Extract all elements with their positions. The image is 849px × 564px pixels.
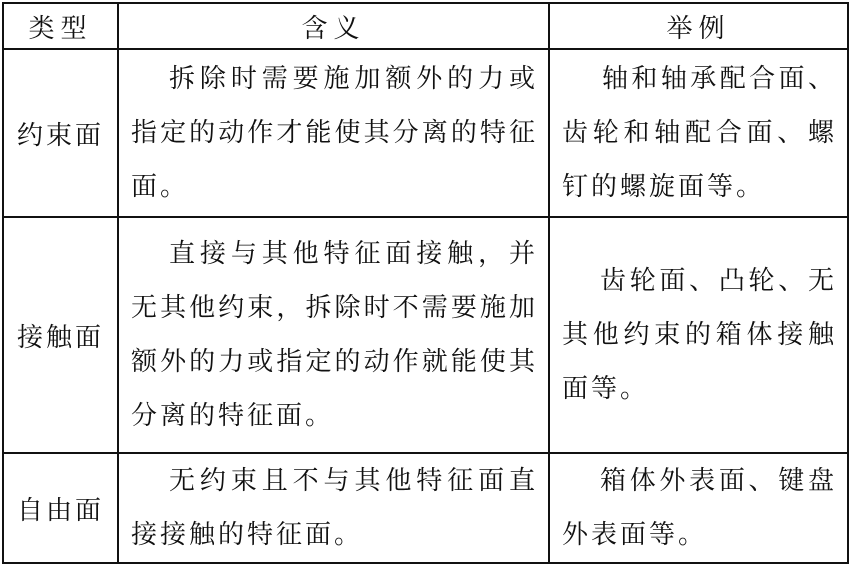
table-row [3, 217, 848, 453]
header-example: 举例 [549, 3, 848, 49]
example-text: 齿轮面、凸轮、无其他约束的箱体接触面等。 [562, 266, 837, 404]
table-row [3, 49, 848, 217]
example-text: 箱体外表面、键盘外表面等。 [562, 466, 837, 550]
feature-surface-table [2, 2, 849, 564]
table-row [3, 453, 848, 563]
meaning-text: 拆除时需要施加额外的力或指定的动作才能使其分离的特征面。 [131, 64, 538, 202]
header-meaning: 含义 [118, 3, 549, 49]
table-header-row [3, 3, 848, 49]
cell-example [549, 453, 848, 563]
header-type: 类型 [3, 3, 118, 49]
meaning-text: 直接与其他特征面接触，并无其他约束，拆除时不需要施加额外的力或指定的动作就能使其分离的特征面。 [131, 239, 538, 431]
cell-meaning [118, 49, 549, 217]
cell-type: 约束面 [3, 49, 118, 217]
cell-type: 接触面 [3, 217, 118, 453]
cell-meaning [118, 453, 549, 563]
cell-meaning [118, 217, 549, 453]
cell-example [549, 49, 848, 217]
cell-type: 自由面 [3, 453, 118, 563]
feature-surface-table-container [0, 2, 849, 553]
cell-example [549, 217, 848, 453]
meaning-text: 无约束且不与其他特征面直接接触的特征面。 [131, 466, 538, 550]
example-text: 轴和轴承配合面、齿轮和轴配合面、螺钉的螺旋面等。 [562, 64, 837, 202]
